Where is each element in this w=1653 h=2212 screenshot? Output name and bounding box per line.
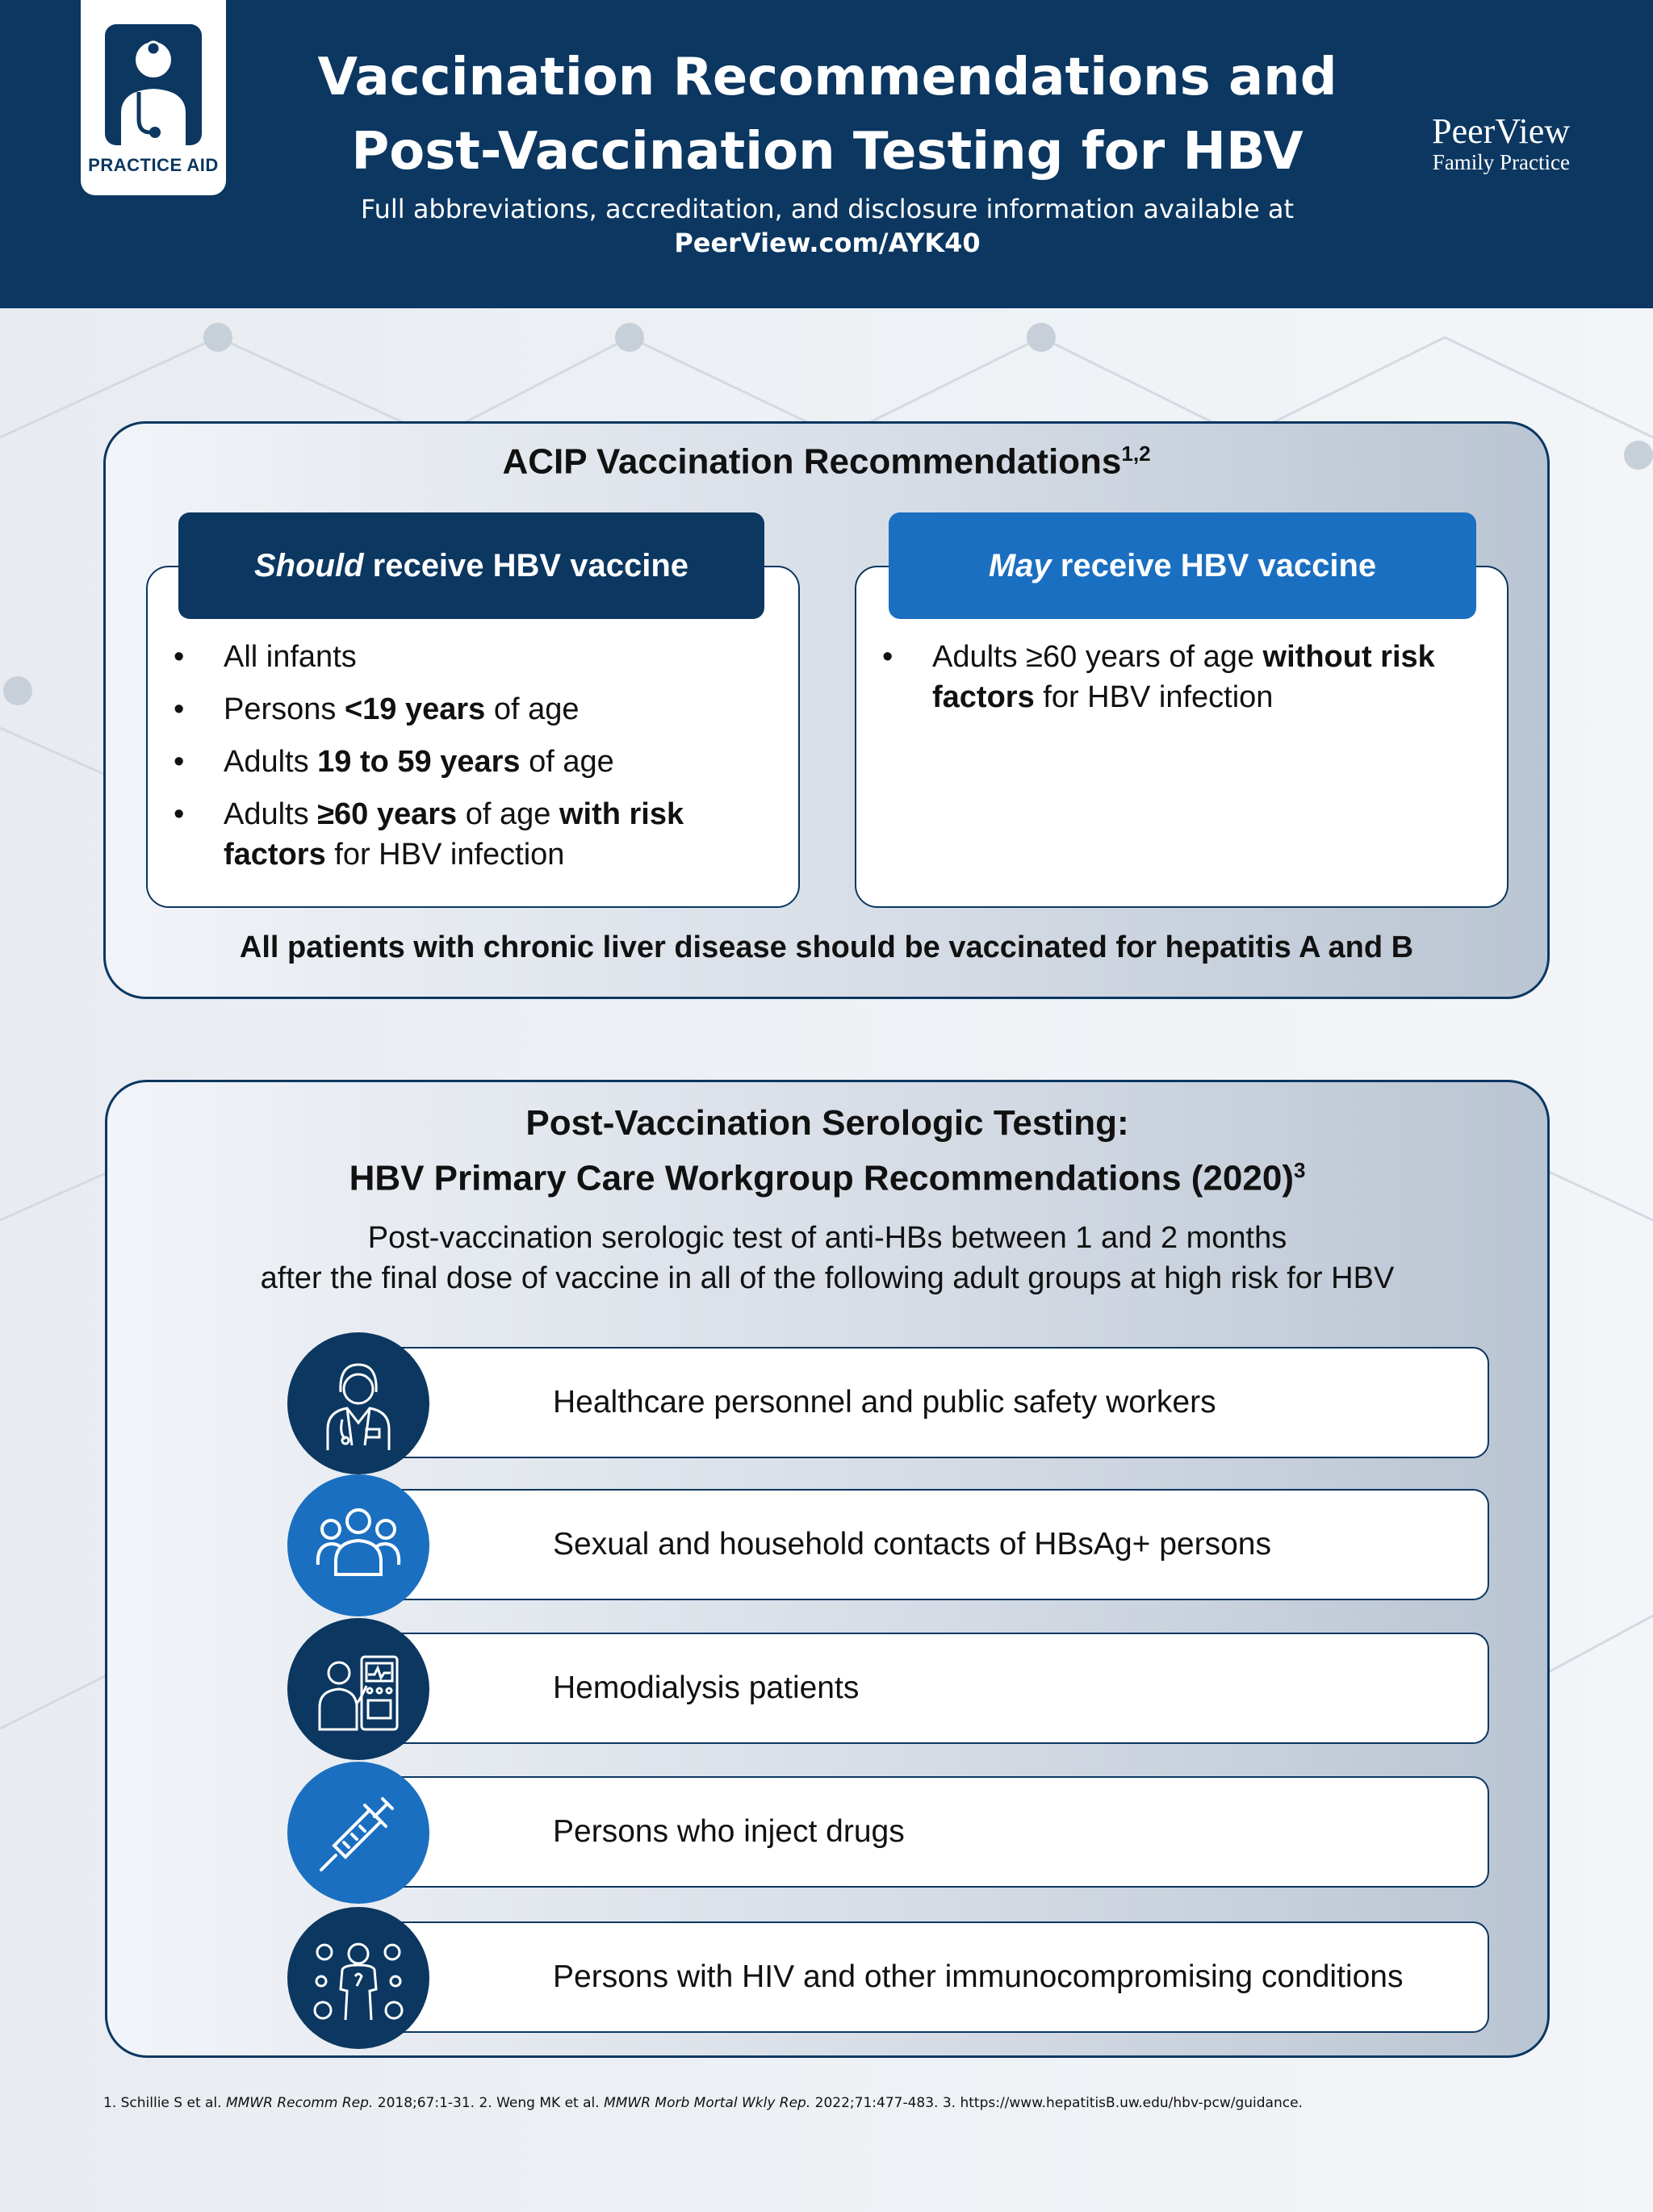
brand-sub: Family Practice xyxy=(1432,150,1570,174)
group-box xyxy=(382,1633,1489,1744)
group-icon-circle xyxy=(287,1332,429,1474)
list-item xyxy=(107,1907,1547,2049)
list-item xyxy=(107,1762,1547,1904)
list-item: • Adults ≥60 years of age without risk factors for HBV infection xyxy=(882,640,1435,714)
practice-aid-badge xyxy=(81,0,226,195)
doctor-icon xyxy=(105,24,202,145)
list-item xyxy=(107,1618,1547,1760)
brand-logo xyxy=(1372,113,1614,174)
may-list xyxy=(881,637,1486,730)
brand-name: PeerView xyxy=(1432,111,1570,151)
acip-title-text: ACIP Vaccination Recommendations xyxy=(502,441,1122,482)
info-url-link[interactable]: PeerView.com/AYK40 xyxy=(674,228,981,258)
description-line-2: after the final dose of vaccine in all of the following adult groups at high risk for HBV xyxy=(260,1261,1395,1295)
title-line-1: Vaccination Recommendations and xyxy=(317,48,1337,107)
group-icon-circle xyxy=(287,1474,429,1616)
group-icon-circle xyxy=(287,1618,429,1760)
testing-description xyxy=(107,1218,1547,1298)
group-label: Persons with HIV and other immunocompromising conditions xyxy=(553,1959,1404,1994)
testing-title xyxy=(107,1100,1547,1202)
group-label: Hemodialysis patients xyxy=(553,1670,860,1705)
list-item: • Persons <19 years of age xyxy=(174,692,580,726)
group-icon-circle xyxy=(287,1907,429,2049)
group-box xyxy=(382,1776,1489,1888)
acip-title xyxy=(106,441,1547,483)
list-item: • Adults 19 to 59 years of age xyxy=(174,745,614,779)
references-footnote: 1. Schillie S et al. MMWR Recomm Rep. 2018;67:1-31. 2. Weng MK et al. MMWR Morb Mortal Wkly Rep. 2022;71:477-483. 3. https://www.hepatitisB.uw.edu/hbv-pcw/guidance. xyxy=(103,2095,1303,2111)
description-line-1: Post-vaccination serologic test of anti-HBs between 1 and 2 months xyxy=(367,1221,1287,1255)
list-item xyxy=(107,1474,1547,1616)
may-card-header: May receive HBV vaccine xyxy=(889,512,1476,619)
group-label: Healthcare personnel and public safety workers xyxy=(553,1385,1216,1420)
header-banner xyxy=(0,0,1653,308)
practice-aid-label: PRACTICE AID xyxy=(88,155,219,175)
group-label: Persons who inject drugs xyxy=(553,1814,905,1849)
chronic-liver-note: All patients with chronic liver disease should be vaccinated for hepatitis A and B xyxy=(239,930,1414,964)
healthcare-worker-icon xyxy=(310,1355,407,1452)
dialysis-machine-icon xyxy=(310,1641,407,1737)
syringe-icon xyxy=(310,1784,407,1881)
should-card-header: Should receive HBV vaccine xyxy=(178,512,764,619)
acip-panel xyxy=(103,421,1550,999)
list-item xyxy=(107,1332,1547,1474)
testing-title-line-1: Post-Vaccination Serologic Testing: xyxy=(525,1103,1129,1143)
group-icon-circle xyxy=(287,1762,429,1904)
list-item: • All infants xyxy=(174,640,357,674)
group-box xyxy=(382,1489,1489,1600)
subtitle-text: Full abbreviations, accreditation, and disclosure information available at xyxy=(360,194,1295,224)
testing-title-line-2: HBV Primary Care Workgroup Recommendations $(2020)^3$ xyxy=(349,1158,1306,1198)
group-box xyxy=(382,1347,1489,1458)
group-people-icon xyxy=(310,1497,407,1594)
group-label: Sexual and household contacts of HBsAg+ persons xyxy=(553,1527,1271,1562)
page-subtitle xyxy=(242,192,1412,260)
immune-person-icon xyxy=(310,1930,407,2026)
page-title xyxy=(242,40,1412,189)
should-list xyxy=(172,637,769,887)
title-line-2: Post-Vaccination Testing for HBV xyxy=(351,122,1304,182)
acip-refs: 1,2 xyxy=(1121,441,1151,466)
testing-panel xyxy=(105,1080,1550,2058)
list-item: • Adults ≥60 years of age with risk factors for HBV infection xyxy=(174,797,684,872)
testing-ref: 3 xyxy=(1293,1158,1306,1182)
group-box xyxy=(382,1921,1489,2033)
